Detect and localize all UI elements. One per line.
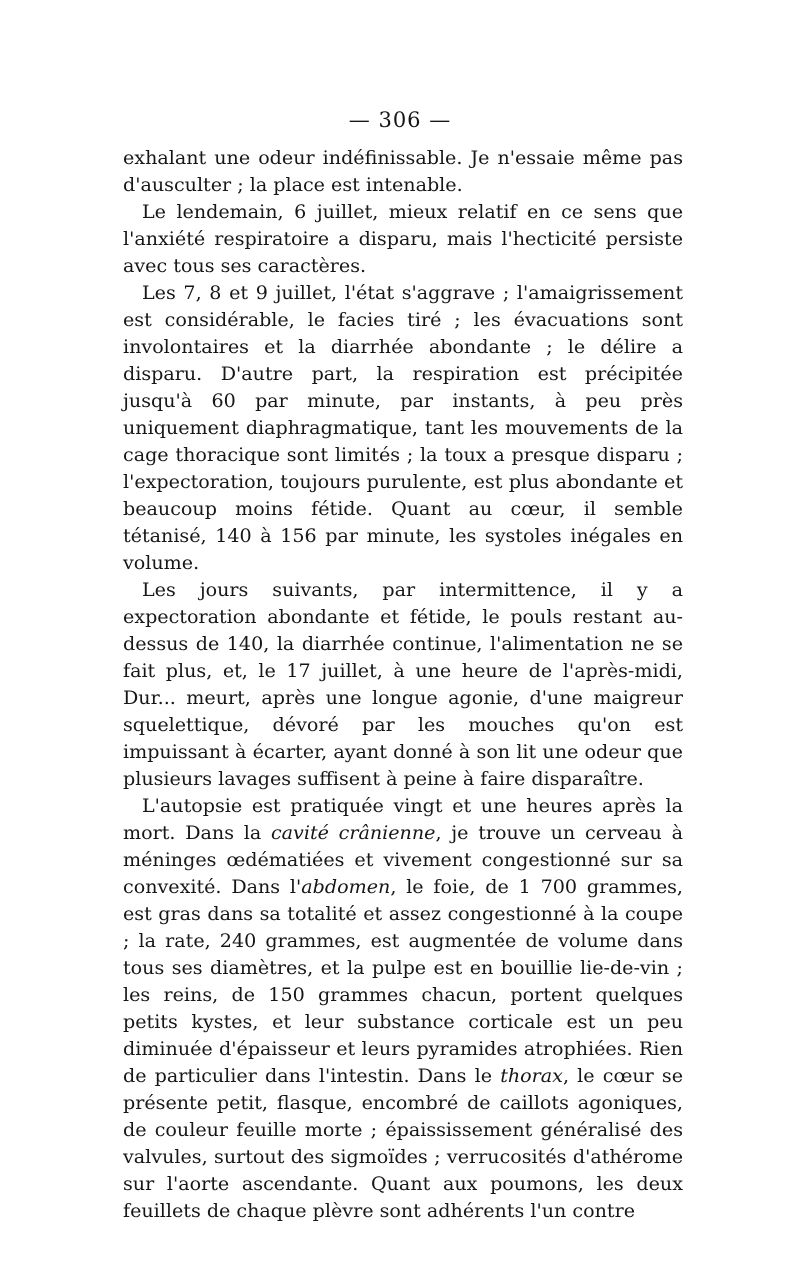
paragraph-4: [123, 576, 683, 792]
paragraph-3: [123, 279, 683, 576]
italic-term-cavite-cranienne: cavité crânienne: [270, 821, 436, 844]
page-number: — 306 —: [348, 108, 452, 132]
paragraph-text: Les 7, 8 et 9 juillet, l'état s'aggrave ; l'amaigrissement est considérable, le facies tiré ; les évacuations sont involontaires et la diarrhée abondante ; le délire a disparu. D'autre part, la respiration est précipitée jusqu'à 60 par minute, par instants, à peu près uniquement diaphragmatique, tant les mouvements de la cage thoracique sont limités ; la toux a presque disparu ; l'expectoration, toujours purulente, est plus abondante et beaucoup moins fétide. Quant au cœur, il semble tétanisé, 140 à 156 par minute, les systoles inégales en volume.: [123, 281, 683, 574]
italic-term-thorax: thorax: [500, 1064, 563, 1087]
paragraph-text: , le foie, de 1 700 grammes, est gras dans sa totalité et assez congestionné à la coupe ; la rate, 240 grammes, est augmentée de volume dans tous ses diamètres, et la pulpe est en bouillie lie-de-vin ; les reins, de 150 grammes chacun, portent quelques petits kystes, et leur substance corticale est un peu diminuée d'épaisseur et leurs pyramides atrophiées. Rien de particulier dans l'intestin. Dans le: [123, 875, 683, 1087]
body-text: [123, 144, 683, 1224]
paragraph-text: exhalant une odeur indéfinissable. Je n'essaie même pas d'ausculter ; la place est intenable.: [123, 146, 683, 196]
paragraph-2: [123, 198, 683, 279]
paragraph-text: Les jours suivants, par intermittence, il y a expectoration abondante et fétide, le pouls restant au-dessus de 140, la diarrhée continue, l'alimentation ne se fait plus, et, le 17 juillet, à une heure de l'après-midi, Dur... meurt, après une longue agonie, d'une maigreur squelettique, dévoré par les mouches qu'on est impuissant à écarter, ayant donné à son lit une odeur que plusieurs lavages suffisent à peine à faire disparaître.: [123, 578, 683, 790]
italic-term-abdomen: abdomen: [301, 875, 391, 898]
paragraph-1: [123, 144, 683, 198]
paragraph-text: , je trouve un cerveau à méninges œdématiées et vivement congestionné sur sa convexité. Dans l': [123, 821, 683, 898]
paragraph-text: Le lendemain, 6 juillet, mieux relatif en ce sens que l'anxiété respiratoire a disparu, mais l'hecticité persiste avec tous ses caractères.: [123, 200, 683, 277]
paragraph-text: L'autopsie est pratiquée vingt et une heures après la mort. Dans la: [123, 794, 683, 844]
paragraph-text: , le cœur se présente petit, flasque, encombré de caillots agoniques, de couleur feuille morte ; épaississement généralisé des valvules, surtout des sigmoïdes ; verrucosités d'athérome sur l'aorte ascendante. Quant aux poumons, les deux feuillets de chaque plèvre sont adhérents l'un contre: [123, 1064, 684, 1222]
paragraph-5: [123, 792, 683, 1224]
